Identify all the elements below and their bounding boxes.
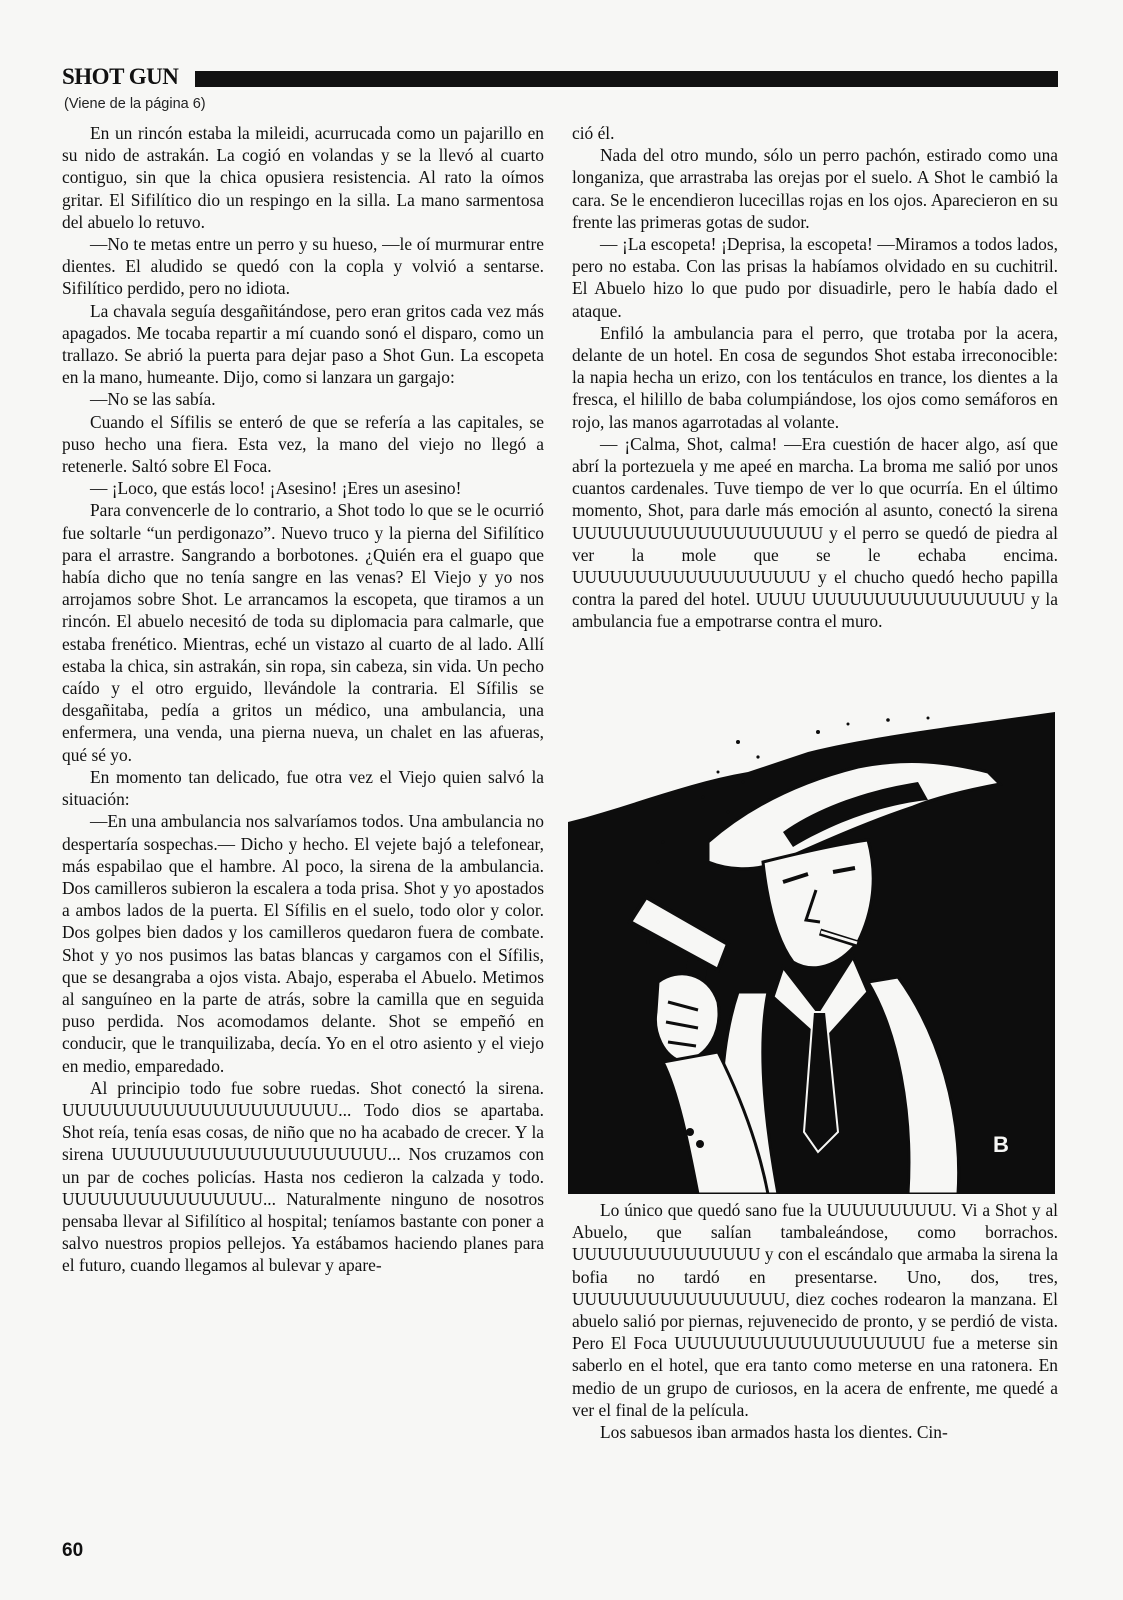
page-header — [62, 64, 1058, 92]
right-column-top — [572, 122, 1058, 633]
section-title: SHOT GUN — [62, 64, 179, 89]
left-column — [62, 122, 544, 1277]
paragraph: Para convencerle de lo contrario, a Shot todo lo que se le ocurrió fue soltarle “un perdigonazo”. Nuevo truco y la pierna del Sifilítico para el arrastre. Sangrando a borbotones. ¿Quién era el guapo que había dicho que no tenía sangre en las venas? El Viejo y yo nos arrojamos sobre Shot. Le arrancamos la escopeta, que tiramos a un rincón. El abuelo necesitó de toda su diplomacia para calmarle, que estaba frenético. Mientras, eché un vistazo al cuarto de al lado. Allí estaba la chica, sin astrakán, sin ropa, sin cabeza, sin vida. Un pecho caído y el otro erguido, llevándole la contraria. El Sífilis se desgañitaba, pedía a gritos un médico, una ambulancia, una enfermera, una venda, una pierna nueva, un chalet en las afueras, qué sé yo. — [62, 500, 544, 765]
paragraph: En un rincón estaba la mileidi, acurrucada como un pajarillo en su nido de astrakán. La cogió en volandas y se la llevó al cuarto contiguo, sin que la chica opusiera resistencia. Al rato la oímos gritar. El Sifilítico dio un respingo en la silla. La mano sarmentosa del abuelo lo retuvo. — [62, 123, 544, 232]
paragraph: La chavala seguía desgañitándose, pero eran gritos cada vez más apagados. Me tocaba repartir a mí cuando sonó el disparo, como un trallazo. Se abrió la puerta para dejar paso a Shot Gun. La escopeta en la mano, humeante. Dijo, como si lanzara un gargajo: — [62, 300, 544, 388]
page-number: 60 — [62, 1540, 84, 1561]
header-rule — [195, 71, 1058, 87]
paragraph: — ¡Loco, que estás loco! ¡Asesino! ¡Eres un asesino! — [90, 478, 462, 499]
paragraph: ció él. — [572, 123, 615, 143]
paragraph: —No se las sabía. — [90, 389, 216, 410]
paragraph: Nada del otro mundo, sólo un perro pachón, estirado como una longaniza, que arrastraba las orejas por el suelo. A Shot le cambió la cara. Se le encendieron lucecillas rojas en los ojos. Aparecieron en su frente las primeras gotas de sudor. — [572, 145, 1058, 232]
paragraph: Los sabuesos iban armados hasta los dientes. Cin- — [600, 1422, 948, 1443]
paragraph: — ¡La escopeta! ¡Deprisa, la escopeta! —Miramos a todos lados, pero no estaba. Con las prisas la habíamos olvidado en su cuchitril. El Abuelo hizo lo que pudo por disuadirle, pero le había dado el ataque. — [572, 234, 1058, 321]
artist-signature: B — [993, 1132, 1009, 1157]
paragraph: —No te metas entre un perro y su hueso, —le oí murmurar entre dientes. El aludido se quedó con la copla y volvió a sentarse. Sifilítico perdido, pero no idiota. — [62, 234, 544, 299]
paragraph: Cuando el Sífilis se enteró de que se refería a las capitales, se puso hecho una fiera. Esta vez, la mano del viejo no llegó a retenerle. Saltó sobre El Foca. — [62, 411, 544, 477]
illustration-gunman — [568, 712, 1055, 1194]
paragraph: Enfiló la ambulancia para el perro, que trotaba por la acera, delante de un hotel. En cosa de segundos Shot estaba irreconocible: la napia hecha un erizo, con los tentáculos en trance, los dientes a la fresca, el hilillo de baba columpiándose, los ojos como semáforos en rojo, las manos agarrotadas al volante. — [572, 322, 1058, 432]
paragraph: Al principio todo fue sobre ruedas. Shot conectó la sirena. UUUUUUUUUUUUUUUUUUUUUU... Todo dios se apartaba. Shot reía, tenía esas cosas, de niño que no ha acabado de crecer. Y la sirena UUUUUUUUUUUUUUUUUUUUUU... Nos cruzamos con un par de coches policías. Hasta nos cedieron la calzada y todo. UUUUUUUUUUUUUUUU... Naturalmente ninguno de nosotros pensaba llevar al Sifilítico al hospital; teníamos bastante con poner a salvo nuestros propios pellejos. Ya estábamos haciendo planes para el futuro, cuando llegamos al bulevar y apare- — [62, 1077, 544, 1276]
right-column-bottom — [572, 1199, 1058, 1443]
paragraph: En momento tan delicado, fue otra vez el Viejo quien salvó la situación: — [62, 766, 544, 810]
paragraph: Lo único que quedó sano fue la UUUUUUUUUU. Vi a Shot y al Abuelo, que salían tambaleándose, como borrachos. UUUUUUUUUUUUUUU y con el escándalo que armaba la sirena la bofia no tardó en presentarse. Uno, dos, tres, UUUUUUUUUUUUUUUUU, diez coches rodearon la manzana. El abuelo salió por piernas, rejuvenecido de pronto, y se perdió de vista. Pero El Foca UUUUUUUUUUUUUUUUUUUU fue a meterse sin saberlo en el hotel, que era tanto como meterse en una ratonera. En medio de un grupo de curiosos, en la acera de enfrente, me quedé a ver el final de la película. — [572, 1200, 1058, 1420]
paragraph: —En una ambulancia nos salvaríamos todos. Una ambulancia no despertaría sospechas.— Dicho y hecho. El vejete bajó a telefonear, más espabilao que el hambre. Al poco, la sirena de la ambulancia. Dos camilleros subieron la escalera a toda prisa. Shot y yo apostados a ambos lados de la puerta. El Sífilis en el suelo, todo olor y color. Dos golpes bien dados y los camilleros quedaron fuera de combate. Shot y yo nos pusimos las batas blancas y cargamos con el Sífilis, que se desangraba a ojos vista. Abajo, esperaba el Abuelo. Metimos al sanguíneo en la parte de atrás, sobre la camilla que en seguida puso perdida. Nos acomodamos delante. Shot se empeñó en conducir, que le tranquilizaba, decía. Yo en el otro asiento y el viejo en medio, emparedado. — [62, 811, 544, 1076]
paragraph: — ¡Calma, Shot, calma! —Era cuestión de hacer algo, así que abrí la portezuela y me apeé en marcha. La broma me salió por unos cuantos cardenales. Tuve tiempo de ver lo que ocurría. En el último momento, Shot, para darle más emoción al asunto, conectó la sirena UUUUUUUUUUUUUUUUUUUU y el perro se quedó de piedra al ver la mole que se le echaba encima. UUUUUUUUUUUUUUUUUUU y el chucho quedó hecho papilla contra la pared del hotel. UUUU UUUUUUUUUUUUUUUUU y la ambulancia fue a empotrarse contra el muro. — [572, 433, 1058, 632]
continued-note: (Viene de la página 6) — [64, 96, 206, 112]
